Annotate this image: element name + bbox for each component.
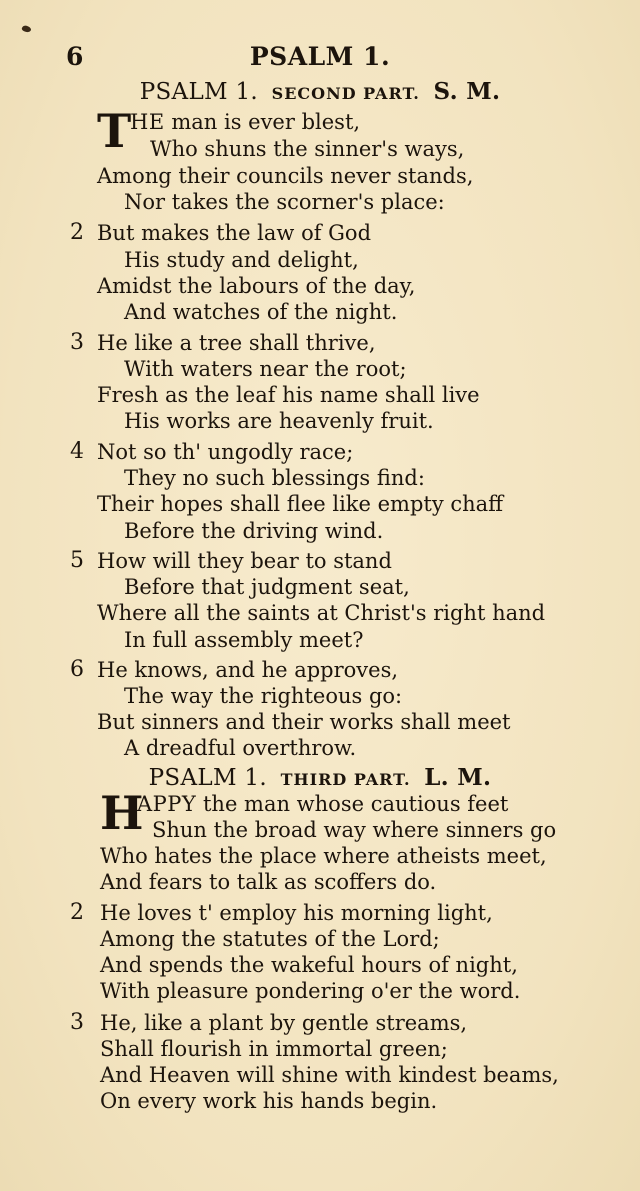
section-title-second-part — [0, 78, 640, 105]
drop-cap: T — [97, 104, 132, 158]
verse-line: He, like a plant by gentle streams, — [100, 1011, 468, 1035]
section-psalm: PSALM 1. — [139, 79, 259, 105]
verse-line: They no such blessings find: — [124, 466, 425, 490]
verse-line: And spends the wakeful hours of night, — [100, 953, 518, 977]
page-number: 6 — [66, 42, 84, 71]
verse-line: His study and delight, — [124, 248, 359, 272]
verse-line: Not so th' ungodly race; — [97, 440, 354, 464]
first-word-rest: APPY — [137, 792, 197, 816]
verse-number: 5 — [70, 548, 84, 573]
section-psalm: PSALM 1. — [148, 765, 267, 791]
verse-line: He loves t' employ his morning light, — [100, 901, 493, 925]
verse-line: Before the driving wind. — [124, 519, 384, 543]
verse-number: 2 — [70, 900, 84, 925]
section-meter: S. M. — [433, 78, 501, 105]
section-title-third-part — [0, 764, 640, 791]
verse-number: 3 — [70, 1010, 84, 1035]
section-meter: L. M. — [424, 764, 492, 791]
verse-line-text: the man whose cautious feet — [202, 792, 509, 816]
verse-number: 4 — [70, 439, 84, 464]
verse-line: With waters near the root; — [124, 357, 407, 381]
verse-line: Their hopes shall flee like empty chaff — [97, 492, 504, 516]
verse-line: Among their councils never stands, — [97, 164, 474, 188]
verse-line: But sinners and their works shall meet — [97, 710, 511, 734]
verse-line: Amidst the labours of the day, — [97, 274, 416, 298]
verse-line: Fresh as the leaf his name shall live — [97, 383, 480, 407]
page-header — [0, 42, 640, 74]
section-part: THIRD PART. — [280, 770, 411, 789]
verse-line: How will they bear to stand — [97, 549, 392, 573]
verse-line: But makes the law of God — [97, 221, 372, 245]
verse-line: He like a tree shall thrive, — [97, 331, 376, 355]
verse-line: Who hates the place where atheists meet, — [100, 844, 547, 868]
running-head: PSALM 1. — [249, 42, 391, 71]
verse-line: Where all the saints at Christ's right hand — [97, 601, 546, 625]
verse-line: And Heaven will shine with kindest beams, — [100, 1063, 559, 1087]
verse-line: And watches of the night. — [124, 300, 398, 324]
section-part: SECOND PART. — [271, 84, 420, 103]
verse-line: Before that judgment seat, — [124, 575, 410, 599]
verse-number: 2 — [70, 220, 84, 245]
verse-line: Nor takes the scorner's place: — [124, 190, 445, 214]
verse-line: With pleasure pondering o'er the word. — [100, 979, 521, 1003]
verse-line: A dreadful overthrow. — [124, 736, 357, 760]
verse-number: 6 — [70, 657, 84, 682]
verse-line: In full assembly meet? — [124, 628, 364, 652]
verse-line: Who shuns the sinner's ways, — [150, 137, 465, 161]
verse-line: Among the statutes of the Lord; — [100, 927, 440, 951]
ink-speck — [21, 24, 32, 33]
verse-line: And fears to talk as scoffers do. — [100, 870, 437, 894]
verse-line: He knows, and he approves, — [97, 658, 399, 682]
first-word-rest: HE — [130, 110, 165, 134]
verse-line-text: man is ever blest, — [171, 110, 361, 134]
verse-line — [130, 109, 360, 135]
verse-line — [137, 791, 508, 817]
verse-number: 3 — [70, 330, 84, 355]
drop-cap: H — [100, 786, 144, 840]
verse-line: Shun the broad way where sinners go — [152, 818, 557, 842]
verse-line: On every work his hands begin. — [100, 1089, 438, 1113]
verse-line: The way the righteous go: — [124, 684, 403, 708]
verse-line: Shall flourish in immortal green; — [100, 1037, 448, 1061]
verse-line: His works are heavenly fruit. — [124, 409, 434, 433]
